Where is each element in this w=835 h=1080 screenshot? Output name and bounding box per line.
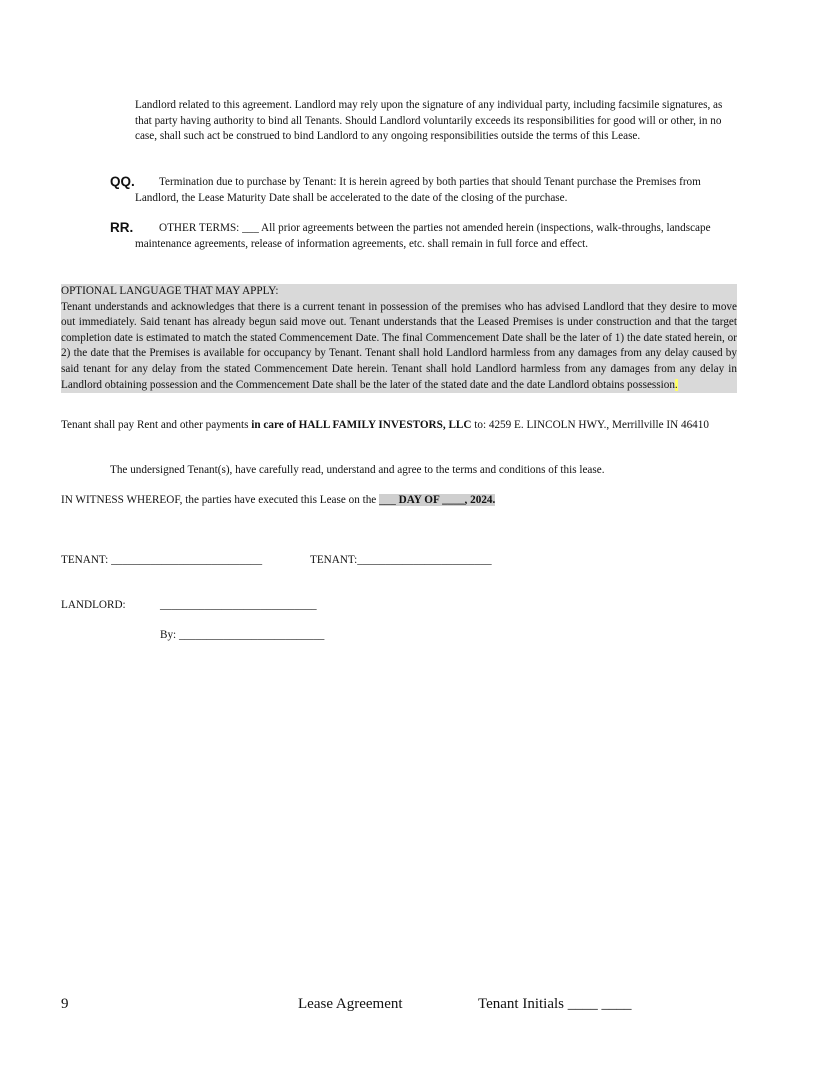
month-blank[interactable]: ____: [442, 494, 465, 506]
by-signature-line[interactable]: By: __________________________: [160, 629, 325, 641]
payee-name: in care of HALL FAMILY INVESTORS, LLC: [251, 419, 472, 431]
footer-title: Lease Agreement: [298, 996, 403, 1012]
section-marker-qq: QQ.: [110, 174, 135, 189]
footer-page-number: 9: [61, 996, 69, 1012]
optional-language-heading: OPTIONAL LANGUAGE THAT MAY APPLY:: [61, 285, 279, 297]
day-of-label: DAY OF: [395, 494, 443, 506]
witness-statement: IN WITNESS WHEREOF, the parties have executed this Lease on the ___ DAY OF ____, 2024.: [61, 494, 496, 506]
optional-language-block: [61, 284, 737, 393]
landlord-label: LANDLORD:: [61, 599, 126, 611]
tenant-signature-line-1[interactable]: TENANT: ___________________________: [61, 554, 263, 566]
section-qq-text: Termination due to purchase by Tenant: It is herein agreed by both parties that should Tenant purchase the Premises from Landlord, the Lease Maturity Date shall be accelerated to the date of the closing of the purchase.: [135, 176, 701, 204]
tenant-signature-line-2[interactable]: TENANT:________________________: [310, 554, 492, 566]
section-rr-text: OTHER TERMS: ___ All prior agreements between the parties not amended herein (inspections, walk-throughs, landscape maintenance agreements, release of information agreements, etc. shall remain in full force and effect.: [135, 222, 711, 250]
acknowledgement-text: The undersigned Tenant(s), have carefully read, understand and agree to the terms and conditions of this lease.: [110, 464, 605, 476]
footer-tenant-initials[interactable]: Tenant Initials ____ ____: [478, 996, 632, 1012]
optional-language-body: Tenant understands and acknowledges that there is a current tenant in possession of the premises who has advised Landlord that they desire to move out immediately. Said tenant has already begun said move out. Tenant understands that the Leased Premises is under construction and that the target completion date is estimated to match the stated Commencement Date. The final Commencement Date shall be the later of 1) the date stated herein, or 2) the date that the Premises is available for occupancy by Tenant. Tenant shall hold Landlord harmless from any damages from any delay caused by said tenant for any delay from the stated Commencement Date herein. Tenant shall hold Landlord harmless from any damages from any delay in Landlord obtaining possession and the Commencement Date shall be the later of the stated date and the date Landlord obtains possession.: [61, 300, 737, 391]
continued-paragraph: Landlord related to this agreement. Landlord may rely upon the signature of any individual party, including facsimile signatures, as that party having authority to bind all Tenants. Should Landlord voluntarily exceeds its responsibilities for good will or other, in no case, shall such act be construed to bind Landlord to any ongoing responsibilities outside the terms of this Lease.: [135, 99, 723, 143]
year-text: , 2024.: [464, 494, 496, 506]
payment-instructions: Tenant shall pay Rent and other payments in care of HALL FAMILY INVESTORS, LLC to: 4259 E. LINCOLN HWY., Merrillville IN 46410: [61, 419, 709, 431]
highlight-mark: .: [674, 378, 678, 391]
landlord-signature-line[interactable]: ____________________________: [160, 599, 317, 611]
section-marker-rr: RR.: [110, 220, 134, 235]
day-blank[interactable]: ___: [379, 494, 396, 506]
